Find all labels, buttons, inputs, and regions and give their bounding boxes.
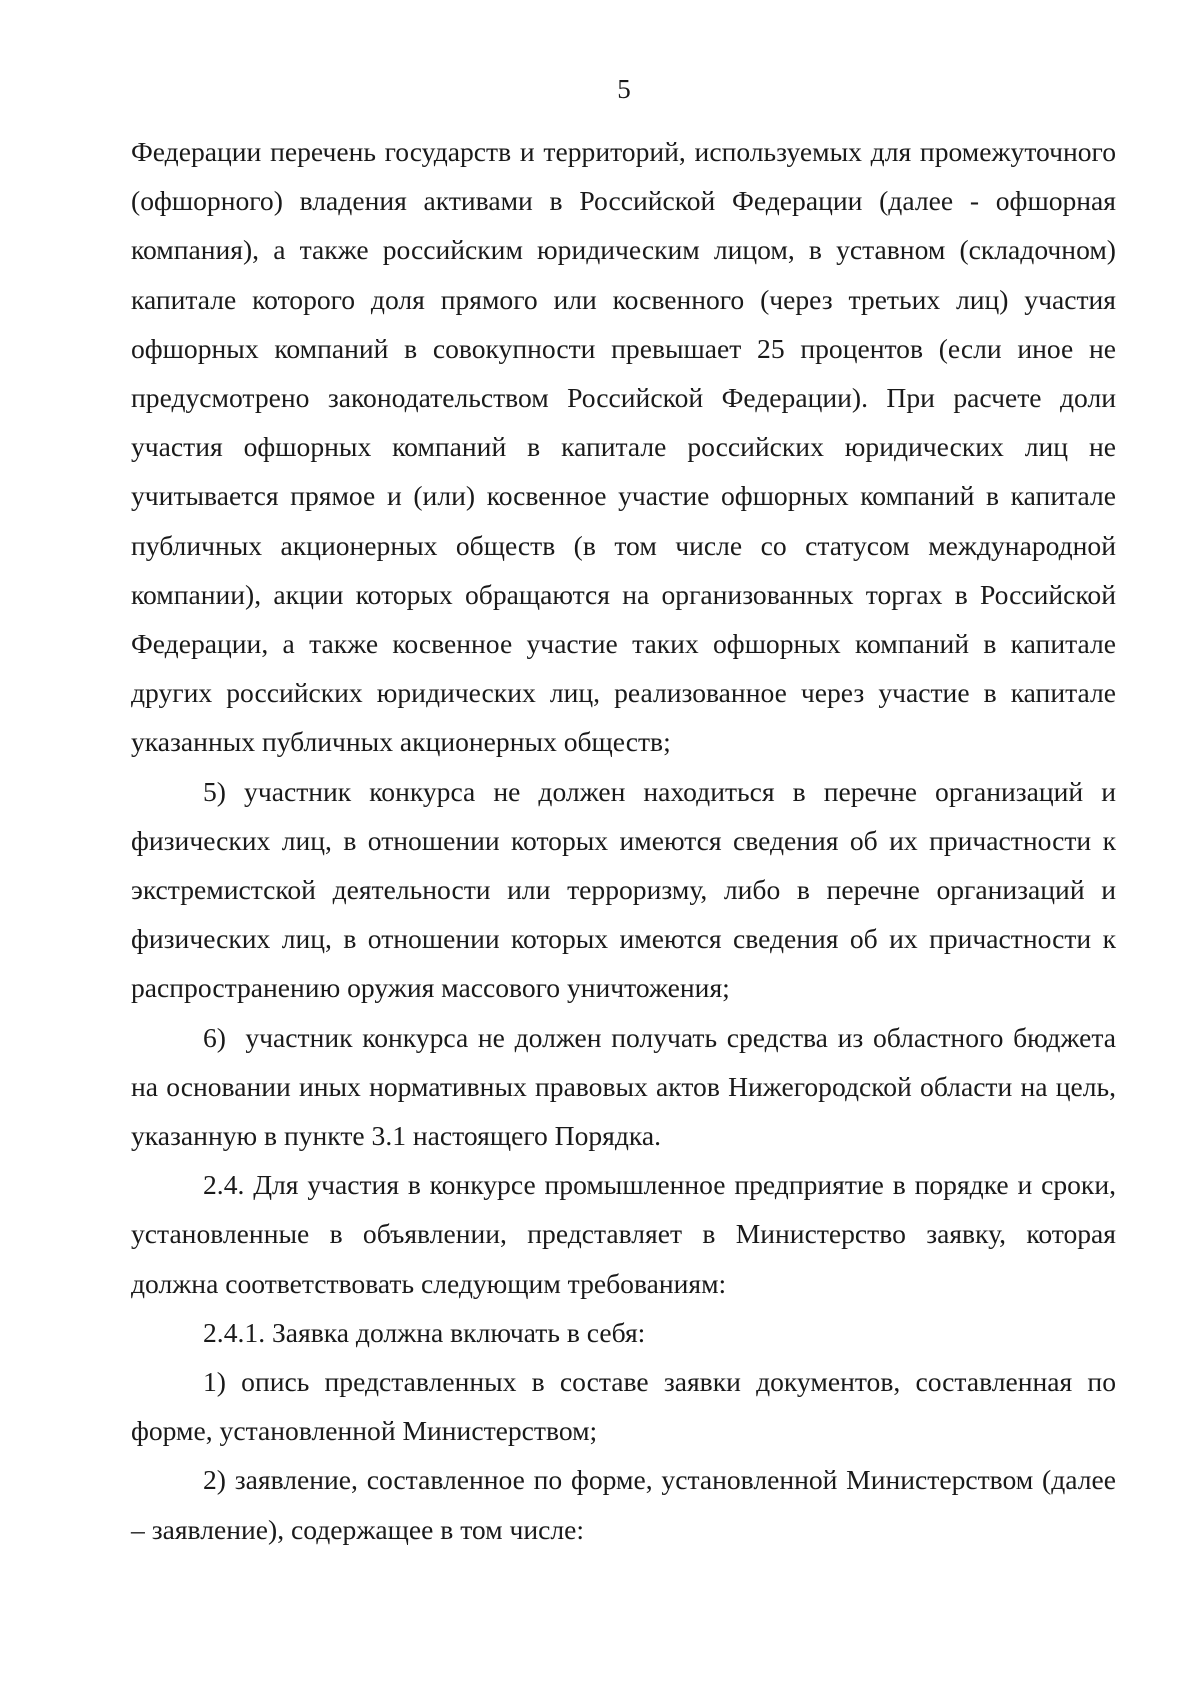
page-number: 5 — [617, 74, 631, 104]
paragraph-continuation: Федерации перечень государств и территорий, используемых для промежуточного (офшорного) владения активами в Российской Федерации (далее - офшорная компания), а также российским юридическим лицом, в уставном (складочном) капитале которого доля прямого или косвенного (через третьих лиц) участия офшорных компаний в совокупности превышает 25 процентов (если иное не предусмотрено законодательством Российской Федерации). При расчете доли участия офшорных компаний в капитале российских юридических лиц не учитывается прямое и (или) косвенное участие офшорных компаний в капитале публичных акционерных обществ (в том числе со статусом международной компании), акции которых обращаются на организованных торгах в Российской Федерации, а также косвенное участие таких офшорных компаний в капитале других российских юридических лиц, реализованное через участие в капитале указанных публичных акционерных обществ; — [131, 136, 1116, 758]
paragraph-section-2-4-1: 2.4.1. Заявка должна включать в себя: — [203, 1316, 646, 1348]
paragraph-item-6: 6) участник конкурса не должен получать средства из областного бюджета на основании иных нормативных правовых актов Нижегородской области на цель, указанную в пункте 3.1 настоящего Порядка. — [131, 1021, 1123, 1152]
paragraph-sub-item-2: 2) заявление, составленное по форме, установленной Министерством (далее – заявление), содержащее в том числе: — [131, 1464, 1116, 1545]
paragraph-section-2-4: 2.4. Для участия в конкурсе промышленное предприятие в порядке и сроки, установленные в объявлении, представляет в Министерство заявку, которая должна соответствовать следующим требованиям: — [131, 1169, 1116, 1299]
document-body — [131, 127, 1123, 1554]
paragraph-item-5: 5) участник конкурса не должен находиться в перечне организаций и физических лиц, в отношении которых имеются сведения об их причастности к экстремистской деятельности или терроризму, либо в перечне организаций и физических лиц, в отношении которых имеются сведения об их причастности к распространению оружия массового уничтожения; — [131, 775, 1116, 1004]
paragraph-sub-item-1: 1) опись представленных в составе заявки документов, составленная по форме, установленной Министерством; — [131, 1366, 1116, 1447]
